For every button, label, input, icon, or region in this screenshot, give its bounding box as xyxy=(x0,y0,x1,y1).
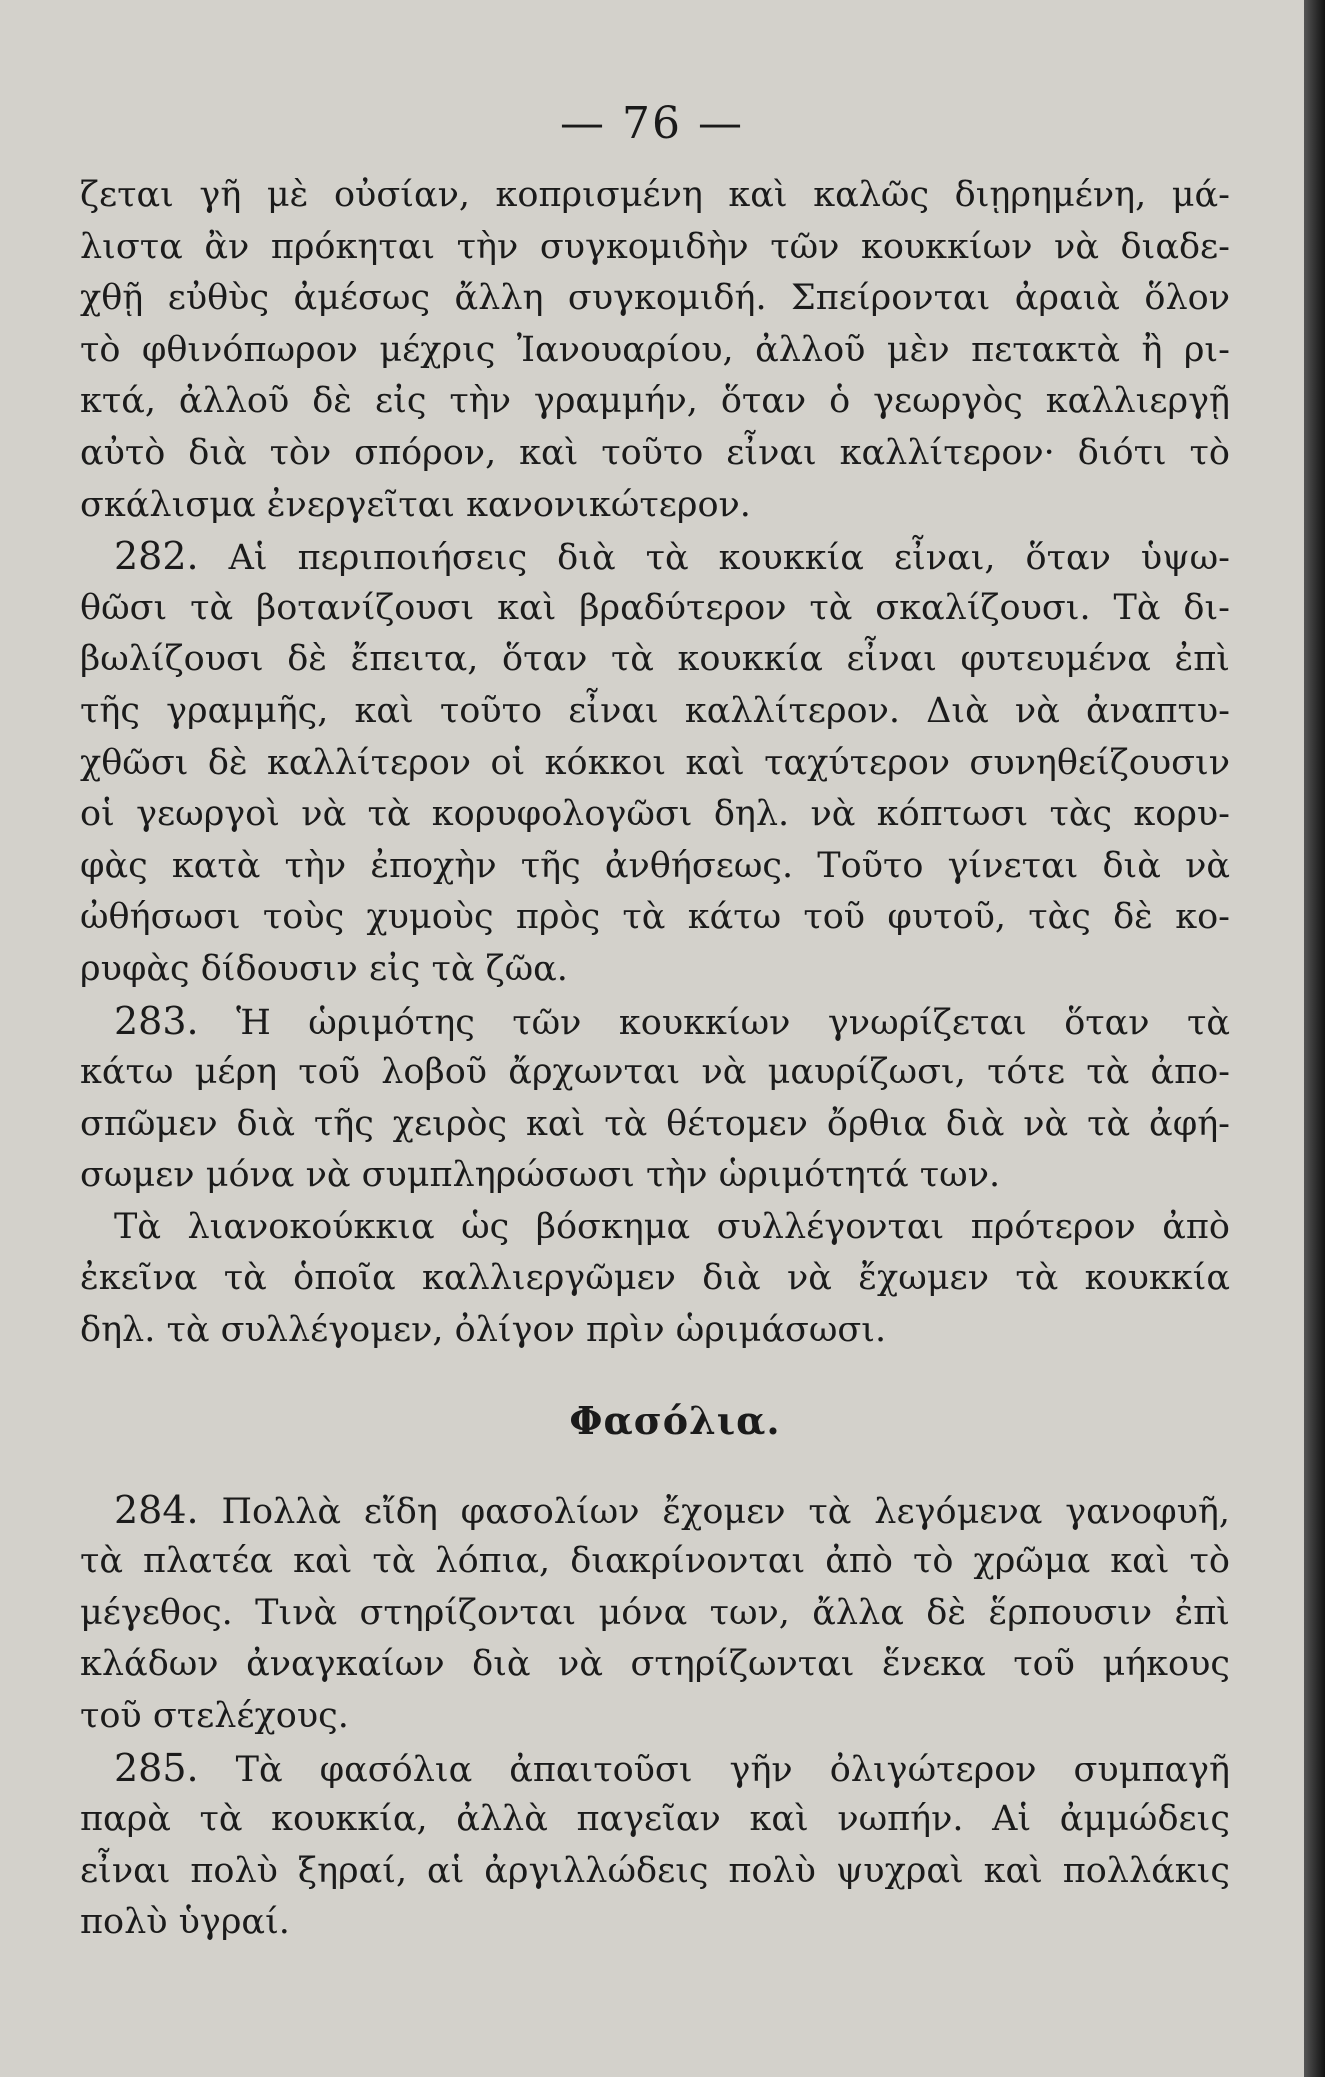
text-line xyxy=(80,1536,1230,1588)
section-heading: Φασόλια. xyxy=(569,1398,781,1444)
line-text: οἱ γεωργοὶ νὰ τὰ κορυφολογῶσι δηλ. νὰ κόπτωσι τὰς κορυ- xyxy=(80,794,1230,835)
line-text: τὸ φθινόπωρον μέχρις Ἰανουαρίου, ἀλλοῦ μὲν πετακτὰ ἢ ρι- xyxy=(80,329,1230,370)
paragraph-number: 285. xyxy=(114,1745,199,1790)
line-text: δηλ. τὰ συλλέγομεν, ὀλίγον πρὶν ὡριμάσωσι. xyxy=(80,1310,887,1351)
text-line xyxy=(80,325,1230,377)
line-text: θῶσι τὰ βοτανίζουσι καὶ βραδύτερον τὰ σκαλίζουσι. Τὰ δι- xyxy=(80,587,1230,628)
text-line xyxy=(80,738,1230,790)
line-text: μέγεθος. Τινὰ στηρίζονται μόνα των, ἄλλα δὲ ἕρπουσιν ἐπὶ xyxy=(80,1592,1230,1633)
line-text: παρὰ τὰ κουκκία, ἀλλὰ παγεῖαν καὶ νωπήν. Αἱ ἀμμώδεις xyxy=(80,1799,1230,1840)
line-text: πολὺ ὑγραί. xyxy=(80,1902,290,1943)
line-text: βωλίζουσι δὲ ἔπειτα, ὅταν τὰ κουκκία εἶναι φυτευμένα ἐπὶ xyxy=(80,639,1230,680)
line-text: ζεται γῆ μὲ οὐσίαν, κοπρισμένη καὶ καλῶς διῃρημένη, μά- xyxy=(80,175,1230,215)
book-spine-edge xyxy=(1304,0,1325,2077)
line-text: σκάλισμα ἐνεργεῖται κανονικώτερον. xyxy=(80,484,751,525)
text-line xyxy=(80,789,1230,841)
line-text: ἐκεῖνα τὰ ὁποῖα καλλιεργῶμεν διὰ νὰ ἔχωμεν τὰ κουκκία xyxy=(80,1258,1230,1299)
text-line xyxy=(80,583,1230,635)
line-text: σπῶμεν διὰ τῆς χειρὸς καὶ τὰ θέτομεν ὄρθια διὰ νὰ τὰ ἀφή- xyxy=(80,1103,1230,1144)
line-text: φὰς κατὰ τὴν ἐποχὴν τῆς ἀνθήσεως. Τοῦτο γίνεται διὰ νὰ xyxy=(80,845,1230,886)
text-line xyxy=(80,996,1230,1048)
line-text: κάτω μέρη τοῦ λοβοῦ ἄρχωνται νὰ μαυρίζωσι, τότε τὰ ἀπο- xyxy=(80,1052,1230,1093)
line-text: τῆς γραμμῆς, καὶ τοῦτο εἶναι καλλίτερον. Διὰ νὰ ἀναπτυ- xyxy=(80,690,1230,731)
line-text: λιστα ἂν πρόκηται τὴν συγκομιδὴν τῶν κουκκίων νὰ διαδε- xyxy=(80,226,1230,267)
line-text: ὠθήσωσι τοὺς χυμοὺς πρὸς τὰ κάτω τοῦ φυτοῦ, τὰς δὲ κο- xyxy=(80,897,1230,938)
text-line xyxy=(80,1588,1230,1640)
text-line xyxy=(80,376,1230,428)
line-text: Τὰ φασόλια ἀπαιτοῦσι γῆν ὀλιγώτερον συμπαγῆ xyxy=(235,1749,1230,1790)
paragraph-number: 284. xyxy=(114,1487,199,1532)
line-text: κλάδων ἀναγκαίων διὰ νὰ στηρίζωνται ἕνεκα τοῦ μήκους xyxy=(80,1644,1230,1685)
line-text: Ἡ ὡριμότης τῶν κουκκίων γνωρίζεται ὅταν τὰ xyxy=(236,1002,1230,1043)
text-line xyxy=(80,480,1230,532)
line-text: σωμεν μόνα νὰ συμπληρώσωσι τὴν ὡριμότητά των. xyxy=(80,1155,1001,1196)
line-text: τοῦ στελέχους. xyxy=(80,1696,349,1737)
text-before-heading xyxy=(80,170,1230,1357)
text-line xyxy=(80,634,1230,686)
text-line xyxy=(80,1691,1230,1743)
line-text: εἶναι πολὺ ξηραί, αἱ ἀργιλλώδεις πολὺ ψυχραὶ καὶ πολλάκις xyxy=(80,1850,1230,1891)
text-after-heading xyxy=(80,1485,1230,1949)
line-text: Πολλὰ εἴδη φασολίων ἔχομεν τὰ λεγόμενα γανοφυῆ, xyxy=(221,1491,1230,1532)
text-line xyxy=(80,428,1230,480)
text-line xyxy=(80,1897,1230,1949)
text-line xyxy=(80,892,1230,944)
text-line xyxy=(80,1639,1230,1691)
line-text: χθῶσι δὲ καλλίτερον οἱ κόκκοι καὶ ταχύτερον συνηθείζουσιν xyxy=(80,742,1230,783)
text-line xyxy=(80,273,1230,325)
line-text: χθῇ εὐθὺς ἀμέσως ἄλλη συγκομιδή. Σπείρονται ἀραιὰ ὅλον xyxy=(80,278,1230,319)
text-line xyxy=(80,1846,1230,1898)
text-line xyxy=(80,1202,1230,1254)
text-line xyxy=(80,1305,1230,1357)
line-text: κτά, ἀλλοῦ δὲ εἰς τὴν γραμμήν, ὅταν ὁ γεωργὸς καλλιεργῇ xyxy=(80,381,1230,422)
text-line xyxy=(80,531,1230,583)
text-line xyxy=(80,170,1230,222)
text-line xyxy=(80,686,1230,738)
line-text: αὐτὸ διὰ τὸν σπόρον, καὶ τοῦτο εἶναι καλλίτερον· διότι τὸ xyxy=(80,432,1230,473)
text-line xyxy=(80,1253,1230,1305)
paragraph-number: 283. xyxy=(114,998,199,1043)
text-line xyxy=(80,1794,1230,1846)
line-text: Αἱ περιποιήσεις διὰ τὰ κουκκία εἶναι, ὅταν ὑψω- xyxy=(228,538,1230,579)
heading-container xyxy=(80,1357,1230,1485)
body-text xyxy=(80,170,1230,1949)
text-line xyxy=(80,841,1230,893)
text-line xyxy=(80,1485,1230,1537)
line-text: ρυφὰς δίδουσιν εἰς τὰ ζῶα. xyxy=(80,948,568,989)
line-text: τὰ πλατέα καὶ τὰ λόπια, διακρίνονται ἀπὸ τὸ χρῶμα καὶ τὸ xyxy=(80,1541,1230,1582)
page-number: — 76 — xyxy=(560,98,744,149)
text-line xyxy=(80,944,1230,996)
text-line xyxy=(80,1743,1230,1795)
text-line xyxy=(80,222,1230,274)
text-line xyxy=(80,1150,1230,1202)
line-text: Τὰ λιανοκούκκια ὡς βόσκημα συλλέγονται πρότερον ἀπὸ xyxy=(114,1206,1230,1247)
text-line xyxy=(80,1099,1230,1151)
text-line xyxy=(80,1047,1230,1099)
paragraph-number: 282. xyxy=(114,534,199,579)
